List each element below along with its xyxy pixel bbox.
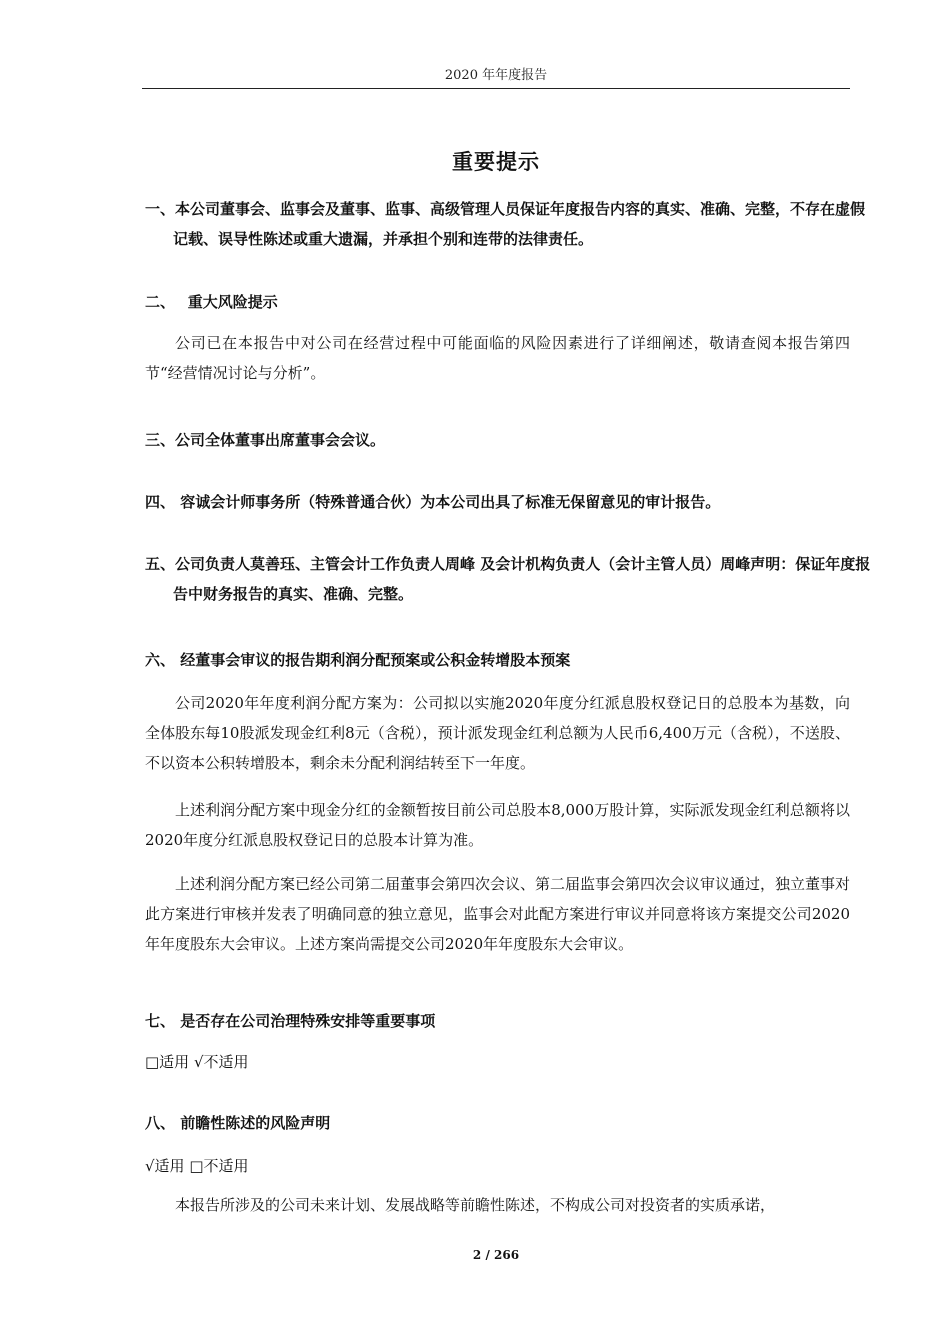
section-2-body: 公司已在本报告中对公司在经营过程中可能面临的风险因素进行了详细阐述，敬请查阅本报告第四节“经营情况讨论与分析”。 xyxy=(145,334,850,382)
section-8-heading: 八、 前瞻性陈述的风险声明 xyxy=(145,1114,331,1132)
section-4: 四、 容诚会计师事务所（特殊普通合伙）为本公司出具了标准无保留意见的审计报告。 xyxy=(145,493,721,511)
section-6-para-1: 公司2020年年度利润分配方案为：公司拟以实施2020年度分红派息股权登记日的总股本为基数，向全体股东每10股派发现金红利8元（含税），预计派发现金红利总额为人民币6,400万元（含税），不送股、不以资本公积转增股本，剩余未分配利润结转至下一年度。 xyxy=(145,694,850,772)
section-8-body: 本报告所涉及的公司未来计划、发展战略等前瞻性陈述，不构成公司对投资者的实质承诺， xyxy=(175,1196,776,1214)
section-3: 三、公司全体董事出席董事会会议。 xyxy=(145,431,386,449)
section-8-options: √适用 □不适用 xyxy=(145,1157,249,1175)
section-6-para-2: 上述利润分配方案中现金分红的金额暂按目前公司总股本8,000万股计算，实际派发现金红利总额将以2020年度分红派息股权登记日的总股本计算为准。 xyxy=(145,801,850,849)
section-1: 一、本公司董事会、监事会及董事、监事、高级管理人员保证年度报告内容的真实、准确、完整，不存在虚假记载、误导性陈述或重大遗漏，并承担个别和连带的法律责任。 xyxy=(145,200,866,248)
page-title: 重要提示 xyxy=(452,150,540,174)
page-number: 2 / 266 xyxy=(472,1248,520,1262)
section-7-options: □适用 √不适用 xyxy=(145,1053,249,1071)
section-5: 五、公司负责人莫善珏、主管会计工作负责人周峰 及会计机构负责人（会计主管人员）周峰声明：保证年度报告中财务报告的真实、准确、完整。 xyxy=(145,555,871,603)
header-rule xyxy=(142,88,850,89)
running-header: 2020 年年度报告 xyxy=(444,68,548,83)
section-6-heading: 六、 经董事会审议的报告期利润分配预案或公积金转增股本预案 xyxy=(145,651,571,669)
section-7-heading: 七、 是否存在公司治理特殊安排等重要事项 xyxy=(145,1012,436,1030)
section-2-heading: 二、 重大风险提示 xyxy=(145,293,278,311)
section-6-para-3: 上述利润分配方案已经公司第二届董事会第四次会议、第二届监事会第四次会议审议通过，独立董事对此方案进行审核并发表了明确同意的独立意见，监事会对此配方案进行审议并同意将该方案提交公司2020年年度股东大会审议。上述方案尚需提交公司2020年年度股东大会审议。 xyxy=(145,875,851,953)
